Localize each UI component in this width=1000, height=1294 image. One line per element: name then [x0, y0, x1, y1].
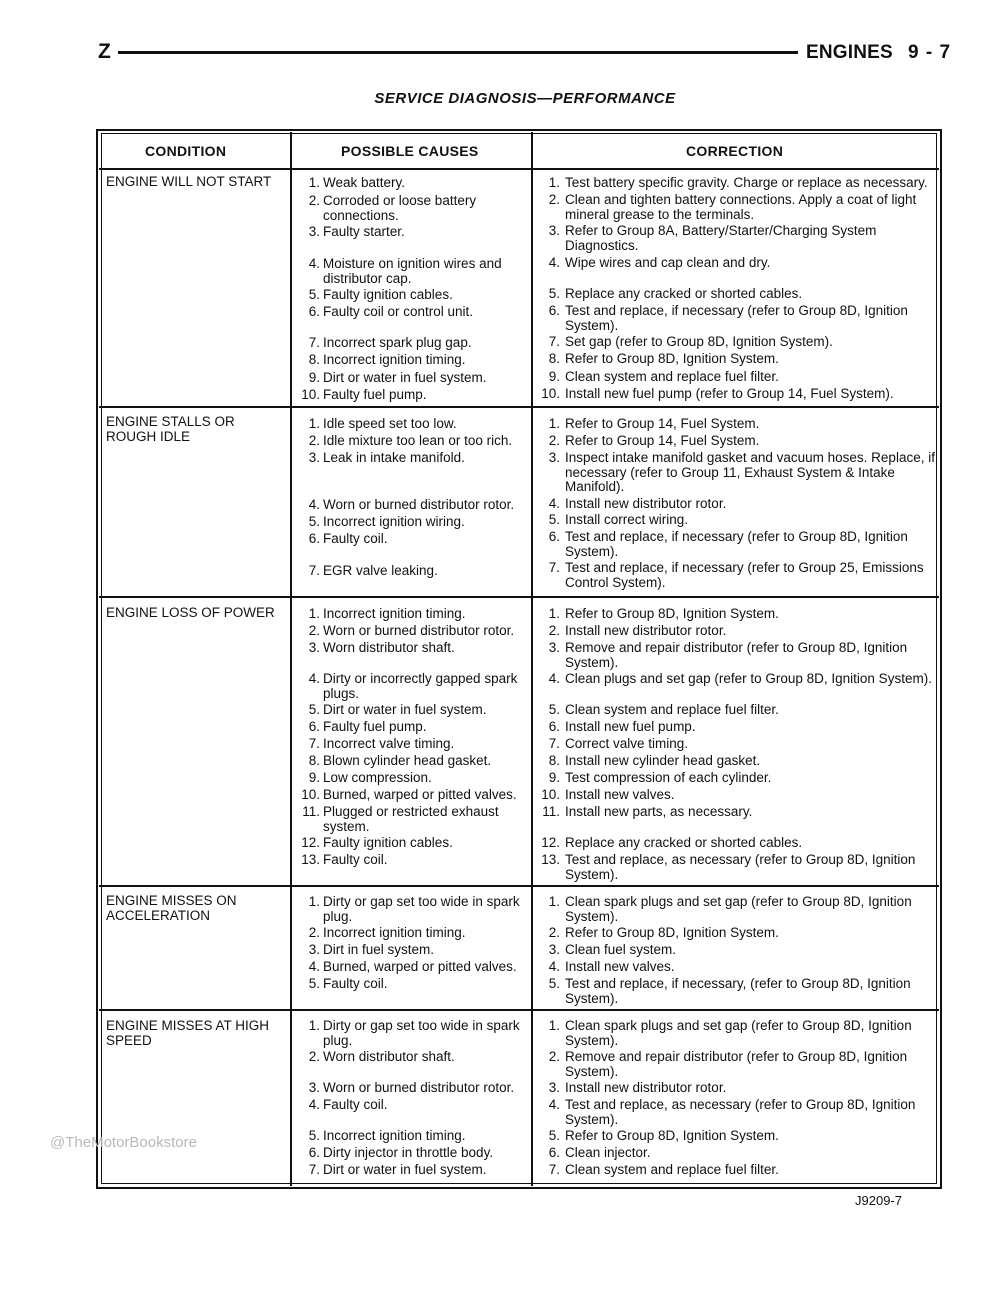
correction-item: 3. Inspect intake manifold gasket and vacuum hoses. Replace, if necessary (refer to Group 11, Exhaust System & Intake Manifold). — [548, 450, 935, 494]
cause-item: 7. Incorrect spark plug gap. — [308, 335, 472, 350]
correction-item: 5. Clean system and replace fuel filter. — [548, 702, 779, 717]
correction-item: 13. Test and replace, as necessary (refer to Group 8D, Ignition System). — [541, 852, 916, 882]
correction-item: 4. Clean plugs and set gap (refer to Group 8D, Ignition System). — [548, 671, 932, 686]
column-header-condition: CONDITION — [145, 143, 227, 159]
condition-cell: ENGINE WILL NOT START — [106, 174, 272, 189]
correction-item: 6. Test and replace, if necessary (refer to Group 8D, Ignition System). — [548, 303, 908, 333]
row-divider — [99, 885, 939, 887]
correction-item: 1. Refer to Group 8D, Ignition System. — [548, 606, 779, 621]
correction-item: 1. Refer to Group 14, Fuel System. — [548, 416, 760, 431]
cause-item: 5. Faulty ignition cables. — [308, 287, 453, 302]
cause-item: 4. Faulty coil. — [308, 1097, 388, 1112]
cause-item: 6. Dirty injector in throttle body. — [308, 1145, 494, 1160]
cause-item: 4. Burned, warped or pitted valves. — [308, 959, 517, 974]
cause-item: 9. Low compression. — [308, 770, 432, 785]
correction-item: 9. Clean system and replace fuel filter. — [548, 369, 779, 384]
correction-item: 10. Install new valves. — [541, 787, 675, 802]
correction-item: 4. Test and replace, as necessary (refer to Group 8D, Ignition System). — [548, 1097, 916, 1127]
correction-item: 5. Install correct wiring. — [548, 512, 689, 527]
cause-item: 8. Incorrect ignition timing. — [308, 352, 466, 367]
page-number: 9 - 7 — [908, 42, 952, 63]
column-header-possible-causes: POSSIBLE CAUSES — [341, 143, 479, 159]
correction-item: 4. Install new distributor rotor. — [548, 496, 727, 511]
correction-item: 11. Install new parts, as necessary. — [542, 804, 753, 819]
correction-item: 3. Refer to Group 8A, Battery/Starter/Charging System Diagnostics. — [548, 223, 877, 253]
figure-id: J9209-7 — [855, 1193, 902, 1208]
correction-item: 2. Refer to Group 14, Fuel System. — [548, 433, 760, 448]
correction-item: 4. Install new valves. — [548, 959, 675, 974]
header-row-divider — [99, 168, 939, 170]
cause-item: 11. Plugged or restricted exhaust system. — [302, 804, 499, 834]
condition-cell: ENGINE MISSES ON ACCELERATION — [106, 893, 237, 923]
cause-item: 6. Faulty fuel pump. — [308, 719, 427, 734]
correction-item: 5. Refer to Group 8D, Ignition System. — [548, 1128, 779, 1143]
cause-item: 5. Incorrect ignition timing. — [308, 1128, 466, 1143]
column-divider — [531, 132, 533, 1186]
cause-item: 1. Dirty or gap set too wide in spark plug. — [308, 1018, 520, 1048]
cause-item: 1. Dirty or gap set too wide in spark plug. — [308, 894, 520, 924]
section-letter: Z — [98, 40, 111, 63]
correction-item: 3. Remove and repair distributor (refer to Group 8D, Ignition System). — [548, 640, 908, 670]
cause-item: 4. Dirty or incorrectly gapped spark plugs. — [308, 671, 518, 701]
cause-item: 2. Incorrect ignition timing. — [308, 925, 466, 940]
cause-item: 6. Faulty coil. — [308, 531, 388, 546]
column-header-correction: CORRECTION — [686, 143, 784, 159]
correction-item: 3. Install new distributor rotor. — [548, 1080, 727, 1095]
correction-item: 2. Clean and tighten battery connections. Apply a coat of light mineral grease to the terminals. — [548, 192, 917, 222]
row-divider — [99, 596, 939, 598]
correction-item: 4. Wipe wires and cap clean and dry. — [548, 255, 771, 270]
cause-item: 5. Incorrect ignition wiring. — [308, 514, 465, 529]
correction-item: 12. Replace any cracked or shorted cables. — [541, 835, 803, 850]
cause-item: 1. Incorrect ignition timing. — [308, 606, 466, 621]
condition-cell: ENGINE STALLS OR ROUGH IDLE — [106, 414, 235, 444]
correction-item: 7. Test and replace, if necessary (refer to Group 25, Emissions Control System). — [548, 560, 924, 590]
cause-item: 10. Burned, warped or pitted valves. — [301, 787, 517, 802]
correction-item: 8. Install new cylinder head gasket. — [548, 753, 761, 768]
cause-item: 5. Faulty coil. — [308, 976, 388, 991]
row-divider — [99, 1009, 939, 1011]
cause-item: 2. Worn or burned distributor rotor. — [308, 623, 515, 638]
correction-item: 6. Test and replace, if necessary (refer to Group 8D, Ignition System). — [548, 529, 908, 559]
correction-item: 7. Correct valve timing. — [548, 736, 689, 751]
correction-item: 6. Clean injector. — [548, 1145, 651, 1160]
cause-item: 6. Faulty coil or control unit. — [308, 304, 474, 319]
correction-item: 6. Install new fuel pump. — [548, 719, 696, 734]
cause-item: 8. Blown cylinder head gasket. — [308, 753, 492, 768]
cause-item: 4. Moisture on ignition wires and distributor cap. — [308, 256, 502, 286]
cause-item: 3. Faulty starter. — [308, 224, 405, 239]
cause-item: 7. EGR valve leaking. — [308, 563, 438, 578]
cause-item: 3. Worn distributor shaft. — [308, 640, 455, 655]
correction-item: 1. Clean spark plugs and set gap (refer to Group 8D, Ignition System). — [548, 1018, 912, 1048]
cause-item: 3. Worn or burned distributor rotor. — [308, 1080, 515, 1095]
watermark: @TheMotorBookstore — [50, 1134, 197, 1151]
cause-item: 12. Faulty ignition cables. — [301, 835, 453, 850]
cause-item: 2. Corroded or loose battery connections. — [308, 193, 477, 223]
cause-item: 7. Incorrect valve timing. — [308, 736, 455, 751]
correction-item: 8. Refer to Group 8D, Ignition System. — [548, 351, 779, 366]
correction-item: 1. Test battery specific gravity. Charge or replace as necessary. — [548, 175, 928, 190]
correction-item: 5. Test and replace, if necessary, (refer to Group 8D, Ignition System). — [548, 976, 911, 1006]
cause-item: 9. Dirt or water in fuel system. — [308, 370, 487, 385]
column-divider — [290, 132, 292, 1186]
cause-item: 3. Dirt in fuel system. — [308, 942, 435, 957]
correction-item: 10. Install new fuel pump (refer to Group 14, Fuel System). — [541, 386, 894, 401]
cause-item: 3. Leak in intake manifold. — [308, 450, 465, 465]
cause-item: 5. Dirt or water in fuel system. — [308, 702, 487, 717]
correction-item: 9. Test compression of each cylinder. — [548, 770, 772, 785]
cause-item: 7. Dirt or water in fuel system. — [308, 1162, 487, 1177]
correction-item: 5. Replace any cracked or shorted cables. — [548, 286, 803, 301]
cause-item: 4. Worn or burned distributor rotor. — [308, 497, 515, 512]
chapter-title: ENGINES — [806, 42, 893, 63]
cause-item: 13. Faulty coil. — [301, 852, 388, 867]
page-title: SERVICE DIAGNOSIS—PERFORMANCE — [374, 90, 676, 107]
condition-cell: ENGINE MISSES AT HIGH SPEED — [106, 1018, 270, 1048]
row-divider — [99, 406, 939, 408]
correction-item: 1. Clean spark plugs and set gap (refer to Group 8D, Ignition System). — [548, 894, 912, 924]
cause-item: 1. Weak battery. — [308, 175, 406, 190]
cause-item: 10. Faulty fuel pump. — [301, 387, 427, 402]
header-rule — [118, 51, 798, 54]
correction-item: 2. Remove and repair distributor (refer to Group 8D, Ignition System). — [548, 1049, 908, 1079]
cause-item: 2. Idle mixture too lean or too rich. — [308, 433, 513, 448]
correction-item: 2. Refer to Group 8D, Ignition System. — [548, 925, 779, 940]
correction-item: 7. Clean system and replace fuel filter. — [548, 1162, 779, 1177]
correction-item: 3. Clean fuel system. — [548, 942, 677, 957]
condition-cell: ENGINE LOSS OF POWER — [106, 605, 275, 620]
correction-item: 2. Install new distributor rotor. — [548, 623, 727, 638]
cause-item: 1. Idle speed set too low. — [308, 416, 457, 431]
correction-item: 7. Set gap (refer to Group 8D, Ignition System). — [548, 334, 833, 349]
cause-item: 2. Worn distributor shaft. — [308, 1049, 455, 1064]
